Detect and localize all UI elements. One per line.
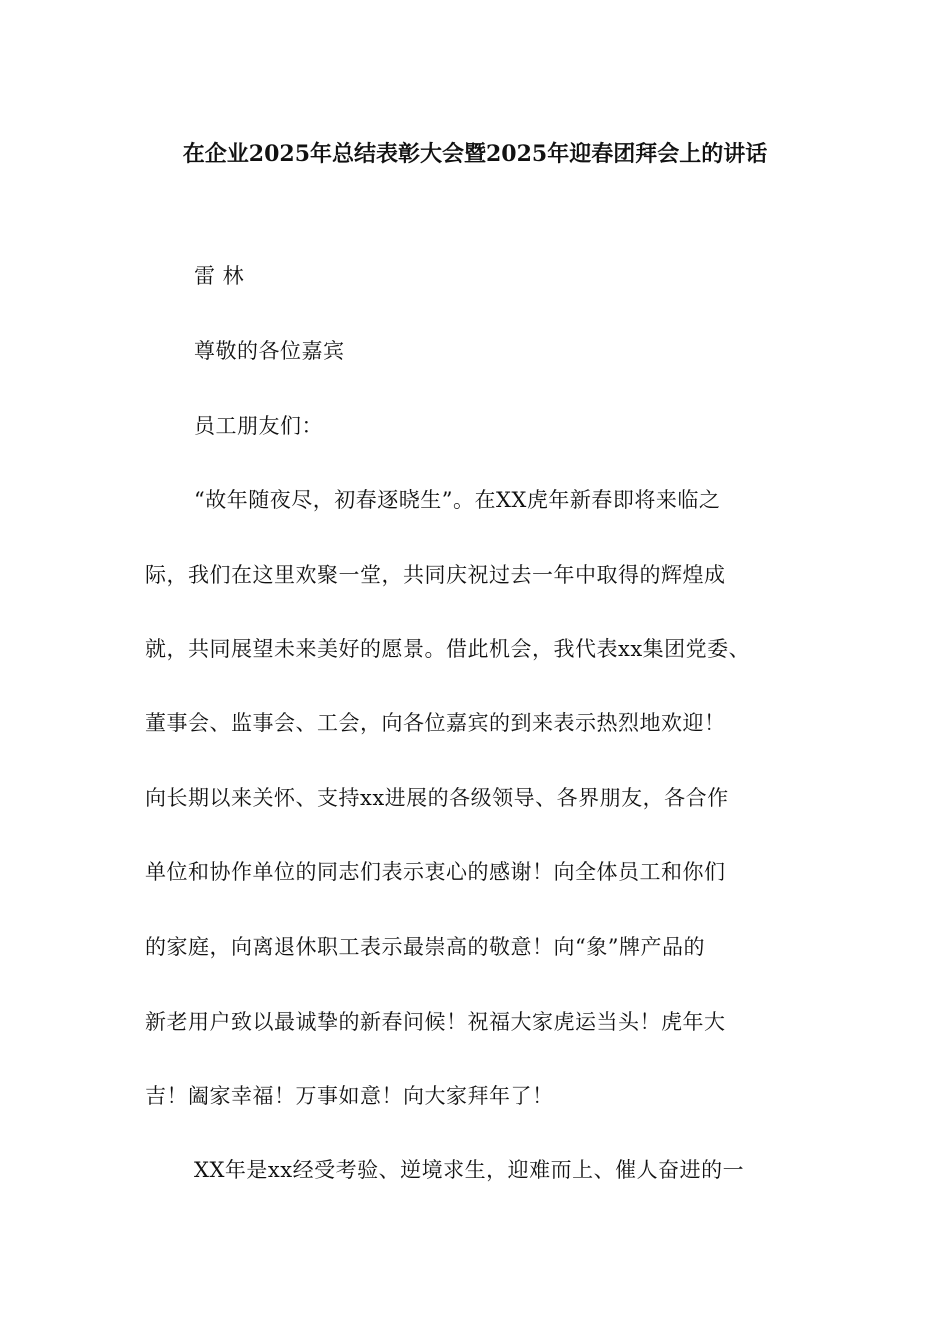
- paragraph-1-line: 吉！阖家幸福！万事如意！向大家拜年了！: [145, 1084, 554, 1108]
- author-name: 雷 林: [194, 264, 245, 288]
- paragraph-1-line: 董事会、监事会、工会，向各位嘉宾的到来表示热烈地欢迎！: [145, 711, 726, 735]
- salutation-guests: 尊敬的各位嘉宾: [194, 339, 345, 363]
- paragraph-2-line: XX年是xx经受考验、逆境求生，迎难而上、催人奋进的一: [194, 1158, 745, 1182]
- paragraph-1-line: 的家庭，向离退休职工表示最崇高的敬意！向“象”牌产品的: [145, 935, 705, 959]
- paragraph-1-line: 向长期以来关怀、支持xx进展的各级领导、各界朋友，各合作: [145, 786, 729, 810]
- document-title: 在企业2025年总结表彰大会暨2025年迎春团拜会上的讲话: [182, 141, 768, 167]
- paragraph-1-line: 际，我们在这里欢聚一堂，共同庆祝过去一年中取得的辉煌成: [145, 563, 726, 587]
- paragraph-1-line: 就，共同展望未来美好的愿景。借此机会，我代表xx集团党委、: [145, 637, 751, 661]
- paragraph-1-line: 新老用户致以最诚挚的新春问候！祝福大家虎运当头！虎年大: [145, 1010, 726, 1034]
- paragraph-1-line: “故年随夜尽，初春逐晓生”。在XX虎年新春即将来临之: [194, 488, 721, 512]
- salutation-employees: 员工朋友们：: [194, 414, 323, 438]
- paragraph-1-line: 单位和协作单位的同志们表示衷心的感谢！向全体员工和你们: [145, 860, 726, 884]
